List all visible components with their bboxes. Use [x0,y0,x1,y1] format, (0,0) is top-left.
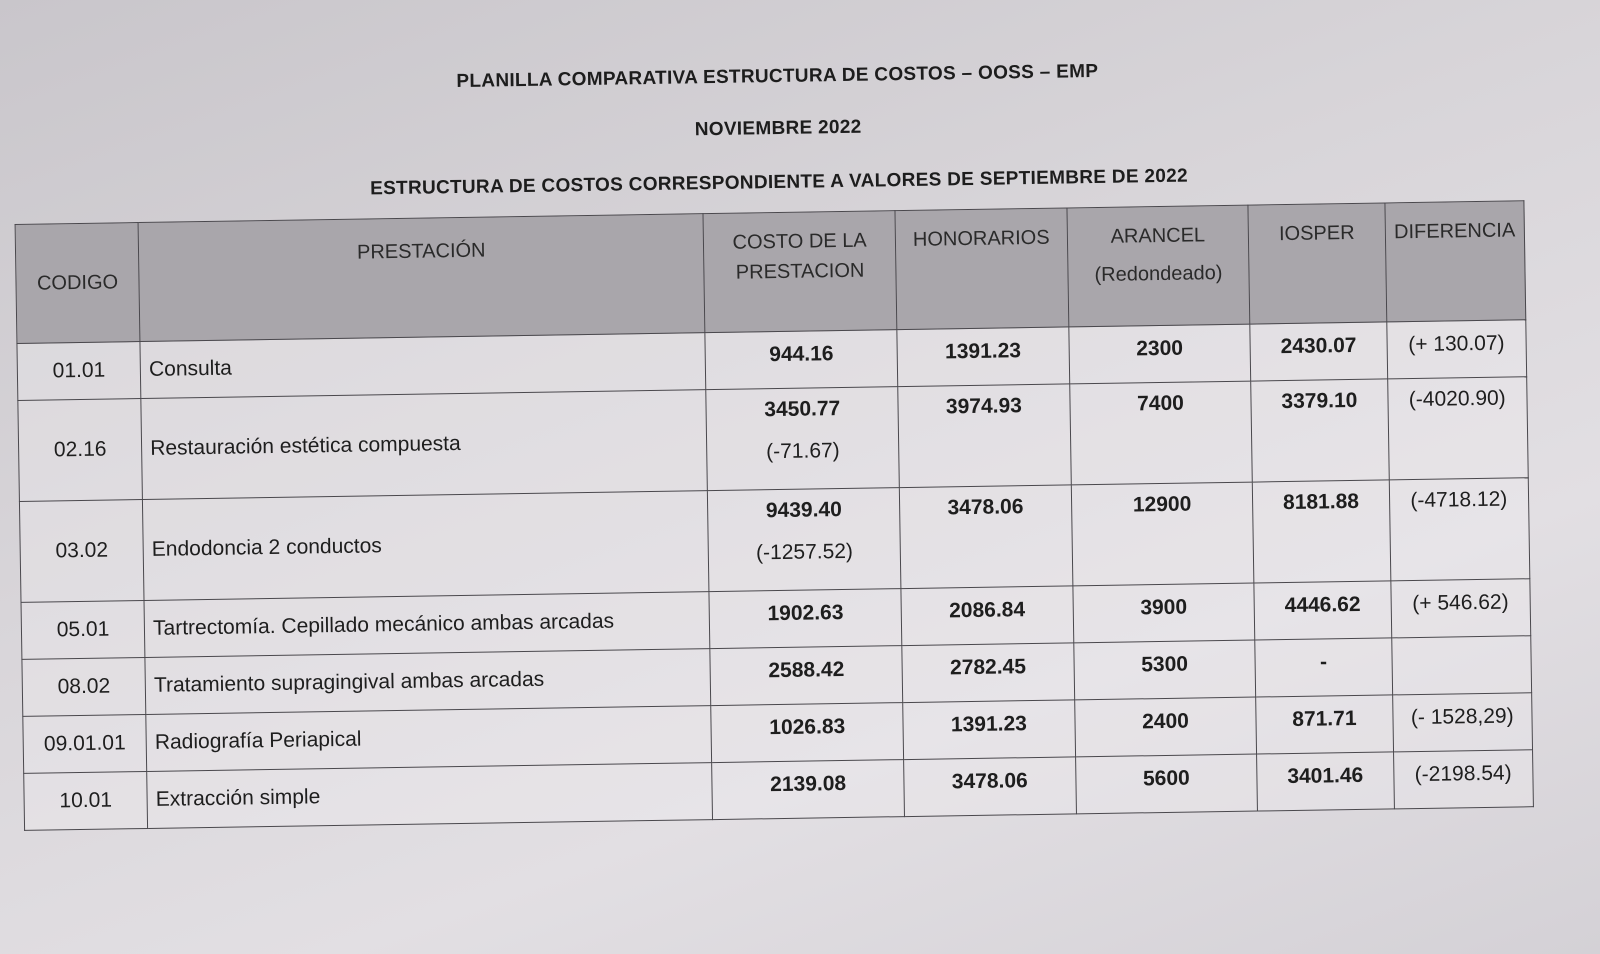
document-body [12,36,1554,831]
cost-table [15,200,1534,831]
cell-iosper: 2430.07 [1250,322,1387,381]
cell-diferencia: (+ 546.62) [1390,579,1530,638]
header-diferencia: DIFERENCIA [1384,201,1525,322]
cell-diferencia [1391,636,1531,695]
cell-honorarios: 1391.23 [903,700,1075,760]
document-title: PLANILLA COMPARATIVA ESTRUCTURA DE COSTOS – OOSS – EMP [456,60,1099,93]
cell-costo: 1026.83 [711,703,904,763]
header-prestacion: PRESTACIÓN [138,214,705,342]
cell-arancel: 12900 [1071,482,1254,586]
cell-codigo: 08.02 [22,657,146,716]
cell-prestacion: Endodoncia 2 conductos [143,491,710,601]
cell-honorarios: 2086.84 [901,586,1073,646]
header-arancel-line1: ARANCEL [1110,224,1206,248]
cell-costo [706,387,899,491]
cell-costo: 2139.08 [712,760,905,820]
document-subtitle: ESTRUCTURA DE COSTOS CORRESPONDIENTE A VALORES DE SEPTIEMBRE DE 2022 [369,165,1189,200]
cell-prestacion: Extracción simple [147,763,713,829]
cell-diferencia: (+ 130.07) [1386,320,1526,379]
cell-codigo: 09.01.01 [23,714,147,773]
header-arancel [1067,205,1251,327]
table-header-row [15,201,1526,344]
cell-arancel: 5300 [1073,640,1256,700]
cell-costo-value: 3450.77 [764,397,841,422]
cell-honorarios: 1391.23 [897,327,1069,387]
header-costo-line2: PRESTACION [735,259,865,284]
cell-prestacion: Tartrectomía. Cepillado mecánico ambas arcadas [144,592,710,658]
cell-codigo: 02.16 [18,399,143,502]
cell-honorarios: 3974.93 [898,384,1071,488]
cell-costo-value: 9439.40 [765,498,842,523]
cell-costo-adjustment: (-71.67) [765,439,840,464]
cell-codigo: 01.01 [17,342,141,401]
cell-arancel: 3900 [1073,583,1256,643]
header-iosper: IOSPER [1248,203,1386,324]
cell-iosper: - [1255,638,1392,697]
cell-iosper: 3401.46 [1257,752,1394,811]
cell-costo: 2588.42 [710,646,903,706]
cell-iosper: 871.71 [1256,695,1393,754]
cell-prestacion: Tratamiento supragingival ambas arcadas [145,649,711,715]
cell-honorarios: 2782.45 [902,643,1074,703]
cell-costo-adjustment: (-1257.52) [755,539,854,565]
cell-costo [708,488,901,592]
cell-costo: 1902.63 [709,589,902,649]
cell-arancel: 7400 [1069,381,1252,485]
cell-iosper: 4446.62 [1254,581,1391,640]
header-costo-line1: COSTO DE LA [732,229,867,254]
cell-prestacion: Radiografía Periapical [146,706,712,772]
header-honorarios: HONORARIOS [895,208,1068,330]
cell-prestacion: Restauración estética compuesta [141,390,708,500]
cell-diferencia: (-4718.12) [1389,478,1530,581]
cell-arancel: 5600 [1075,754,1258,814]
header-costo [703,211,897,333]
document-period: NOVIEMBRE 2022 [694,116,862,141]
cell-diferencia: (- 1528,29) [1392,693,1532,752]
cell-diferencia: (-4020.90) [1387,377,1528,480]
cell-honorarios: 3478.06 [899,485,1072,589]
cell-honorarios: 3478.06 [904,757,1076,817]
cell-diferencia: (-2198.54) [1393,750,1533,809]
cell-codigo: 03.02 [19,500,144,603]
cell-codigo: 10.01 [24,771,148,830]
cell-iosper: 3379.10 [1251,379,1389,482]
cell-codigo: 05.01 [21,600,145,659]
cell-arancel: 2300 [1068,324,1251,384]
cell-iosper: 8181.88 [1253,480,1391,583]
cell-arancel: 2400 [1074,697,1257,757]
cell-prestacion: Consulta [140,333,706,399]
header-arancel-line2: (Redondeado) [1094,262,1223,287]
header-codigo: CODIGO [15,223,140,344]
cell-costo: 944.16 [705,330,898,390]
